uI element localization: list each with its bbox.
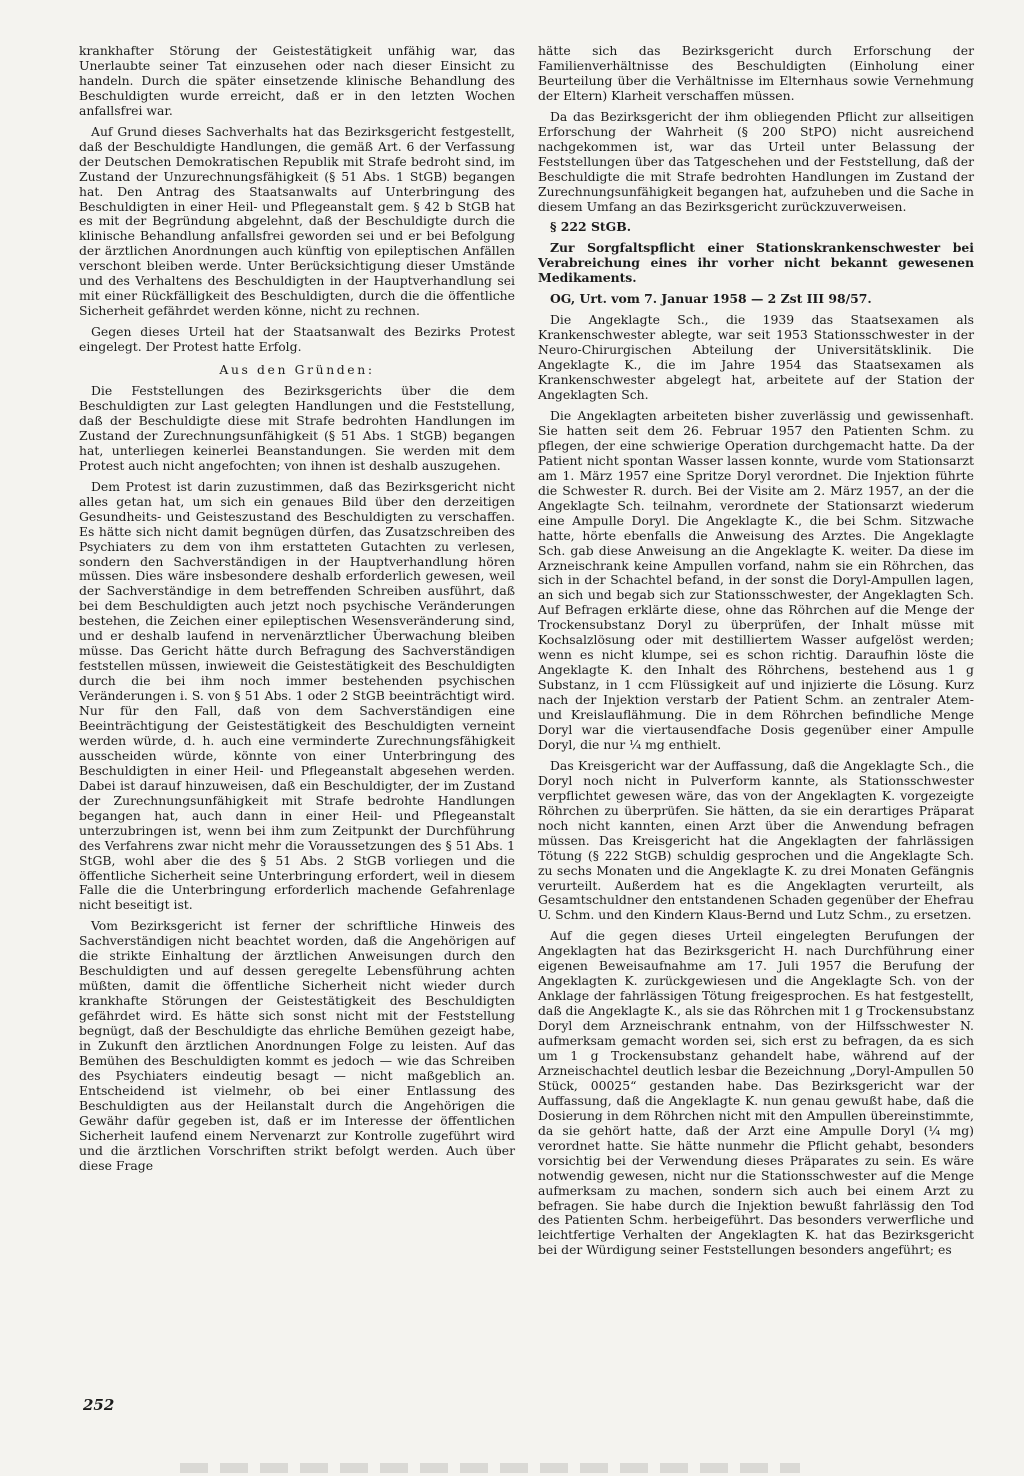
section-subheading: Aus den Gründen: — [219, 362, 375, 378]
paragraph: Gegen dieses Urteil hat der Staatsanwalt des Bezirks Protest eingelegt. Der Protest hatte Erfolg. — [79, 324, 515, 355]
paragraph: hätte sich das Bezirksgericht durch Erforschung der Familienverhältnisse des Beschuldigten (Einholung einer Beurteilung über die Verhältnisse im Elternhaus sowie Vernehmung der Eltern) Klarheit verschaffen müssen. — [538, 43, 974, 103]
paragraph: Die Feststellungen des Bezirksgerichts über die dem Beschuldigten zur Last gelegten Handlungen und die Feststellung, daß der Beschuldigte diese mit Strafe bedrohten Handlungen im Zustand der Zurechnungsunfähigkeit (§ 51 Abs. 1 StGB) begangen hat, unterliegen keinerlei Beanstandungen. Sie werden mit dem Protest auch nicht angefochten; von ihnen ist deshalb auszugehen. — [79, 383, 515, 473]
statute-heading: § 222 StGB. — [550, 219, 632, 235]
paragraph: Vom Bezirksgericht ist ferner der schriftliche Hinweis des Sachverständigen nicht beachtet worden, daß die Angehörigen auf die strikte Einhaltung der ärztlichen Anweisungen durch den Beschuldigten und auf dessen geregelte Lebensführung achten müßten, damit die öffentliche Sicherheit nicht wieder durch krankhafte Störungen der Geistestätigkeit des Beschuldigten gefährdet wird. Es hätte sich sonst nicht mit der Feststellung begnügt, daß der Beschuldigte das ehrliche Bemühen gezeigt habe, in Zukunft den ärztlichen Anordnungen Folge zu leisten. Auf das Bemühen des Beschuldigten kommt es jedoch — wie das Schreiben des Psychiaters eindeutig besagt — nicht maßgeblich an. Entscheidend ist vielmehr, ob bei einer Entlassung des Beschuldigten aus der Heilanstalt durch die Angehörigen die Gewähr dafür gegeben ist, daß er im Interesse der öffentlichen Sicherheit laufend einem Nervenarzt zur Kontrolle zugeführt wird und die ärztlichen Vorschriften strikt befolgt werden. Auch über diese Frage — [79, 918, 515, 1173]
paragraph: Dem Protest ist darin zuzustimmen, daß das Bezirksgericht nicht alles getan hat, um sich ein genaues Bild über den derzeitigen Gesundheits- und Geisteszustand des Beschuldigten zu verschaffen. Es hätte sich nicht damit begnügen dürfen, das Zusatzschreiben des Psychiaters zu dem von ihm erstatteten Gutachten zu verlesen, sondern den Sachverständigen in der Hauptverhandlung hören müssen. Dies wäre insbesondere deshalb erforderlich gewesen, weil der Sachverständige in dem betreffenden Schreiben ausführt, daß bei dem Beschuldigten auch jetzt noch psychische Veränderungen bestehen, die Zeichen einer epileptischen Wesensveränderung sind, und er deshalb laufend in nervenärztlicher Überwachung bleiben müsse. Das Gericht hätte durch Befragung des Sachverständigen feststellen müssen, inwieweit die Geistestätigkeit des Beschuldigten durch die bei ihm noch immer bestehenden psychischen Veränderungen i. S. von § 51 Abs. 1 oder 2 StGB beeinträchtigt wird. Nur für den Fall, daß von dem Sachverständigen eine Beeinträchtigung der Geistestätigkeit des Beschuldigten verneint werden würde, d. h. auch eine verminderte Zurechnungsfähigkeit ausscheiden würde, könnte von einer Unterbringung des Beschuldigten in einer Heil- und Pflegeanstalt abgesehen werden. Dabei ist darauf hinzuweisen, daß ein Beschuldigter, der im Zustand der Zurechnungsunfähigkeit mit Strafe bedrohte Handlungen begangen hat, auch dann in einer Heil- und Pflegeanstalt unterzubringen ist, wenn bei ihm zum Zeitpunkt der Durchführung des Verfahrens zwar nicht mehr die Voraussetzungen des § 51 Abs. 1 StGB, wohl aber die des § 51 Abs. 2 StGB vorliegen und die öffentliche Sicherheit seine Unterbringung erfordert, weil in diesem Falle die die Unterbringung erforderlich machende Gefahrenlage nicht beseitigt ist. — [79, 478, 515, 913]
paragraph: Auf die gegen dieses Urteil eingelegten Berufungen der Angeklagten hat das Bezirksgericht H. nach Durchführung einer eigenen Beweisaufnahme am 17. Juli 1957 die Berufung der Angeklagten K. zurückgewiesen und die Angeklagte Sch. von der Anklage der fahrlässigen Tötung freigesprochen. Es hat festgestellt, daß die Angeklagte K., als sie das Röhrchen mit 1 g Trockensubstanz Doryl dem Arzneischrank entnahm, von der Hilfsschwester N. aufmerksam gemacht worden sei, sich erst zu befragen, da es sich um 1 g Trockensubstanz gehandelt habe, während auf der Arzneischachtel deutlich lesbar die Bezeichnung „Doryl-Ampullen 50 Stück, 00025“ gestanden habe. Das Bezirksgericht war der Auffassung, daß die Angeklagte K. nun genau gewußt habe, daß die Dosierung in dem Röhrchen nicht mit den Ampullen übereinstimmte, da sie gehört hatte, daß der Arzt eine Ampulle Doryl (¼ mg) verordnet hatte. Sie hätte nunmehr die Pflicht gehabt, besonders vorsichtig bei der Verwendung dieses Präparates zu sein. Es wäre notwendig gewesen, nicht nur die Stationsschwester auf die Menge aufmerksam zu machen, sondern sich auch bei einem Arzt zu befragen. Sie habe durch die Injektion bewußt fahrlässig den Tod des Patienten Schm. herbeigeführt. Das besonders verwerfliche und leichtfertige Verhalten der Angeklagten K. hat das Bezirksgericht bei der Würdigung seiner Feststellungen besonders angeführt; es — [538, 928, 974, 1258]
right-column — [538, 44, 974, 1264]
case-title: Zur Sorgfaltspflicht einer Stationskrankenschwester bei Verabreichung eines ihr vorher nicht bekannt gewesenen Medikaments. — [538, 240, 974, 286]
paragraph: Die Angeklagte Sch., die 1939 das Staatsexamen als Krankenschwester ablegte, war seit 1953 Stationsschwester in der Neuro-Chirurgischen Abteilung der Universitätsklinik. Die Angeklagte K., die im Jahre 1954 das Staatsexamen als Krankenschwester abgelegt hat, arbeitete auf der Station der Angeklagten Sch. — [538, 312, 974, 403]
paragraph: krankhafter Störung der Geistestätigkeit unfähig war, das Unerlaubte seiner Tat einzusehen oder nach dieser Einsicht zu handeln. Durch die später einsetzende klinische Behandlung des Beschuldigten wurde erreicht, daß er in den letzten Wochen anfallsfrei war. — [79, 43, 515, 118]
paragraph: Die Angeklagten arbeiteten bisher zuverlässig und gewissenhaft. Sie hatten seit dem 26. Februar 1957 den Patienten Schm. zu pflegen, der eine schwierige Operation durchgemacht hatte. Da der Patient nicht spontan Wasser lassen konnte, wurde vom Stationsarzt am 1. März 1957 eine Spritze Doryl verordnet. Die Injektion führte die Schwester R. durch. Bei der Visite am 2. März 1957, an der die Angeklagte Sch. teilnahm, verordnete der Stationsarzt wiederum eine Ampulle Doryl. Die Angeklagte K., die bei Schm. Sitzwache hatte, hörte ebenfalls die Anweisung des Arztes. Die Angeklagte Sch. gab diese Anweisung an die Angeklagte K. weiter. Da diese im Arzneischrank keine Ampullen vorfand, nahm sie ein Röhrchen, das sich in der Schachtel befand, in der sonst die Doryl-Ampullen lagen, an sich und begab sich zur Stationsschwester, der Angeklagten Sch. Auf Befragen erklärte diese, ohne das Röhrchen auf die Menge der Trockensubstanz Doryl zu überprüfen, der Inhalt müsse mit Kochsalzlösung oder mit destilliertem Wasser aufgelöst werden; wenn es nicht klumpe, sei es schon richtig. Daraufhin löste die Angeklagte K. den Inhalt des Röhrchens, bestehend aus 1 g Substanz, in 1 ccm Flüssigkeit auf und injizierte die Lösung. Kurz nach der Injektion verstarb der Patient Schm. an zentraler Atem- und Kreislauflähmung. Die in dem Röhrchen befindliche Menge Doryl war die viertausendfache Dosis gegenüber einer Ampulle Doryl, die nur ¼ mg enthielt. — [538, 407, 974, 752]
paragraph: Da das Bezirksgericht der ihm obliegenden Pflicht zur allseitigen Erforschung der Wahrheit (§ 200 StPO) nicht ausreichend nachgekommen ist, war das Urteil unter Belassung der Feststellungen über das Tatgeschehen und der Feststellung, daß der Beschuldigte die mit Strafe bedrohten Handlungen im Zustand der Zurechnungsunfähigkeit begangen hat, aufzuheben und die Sache in diesem Umfang an das Bezirksgericht zurückzuverweisen. — [538, 108, 974, 214]
paragraph: Das Kreisgericht war der Auffassung, daß die Angeklagte Sch., die Doryl noch nicht in Pulverform kannte, als Stationsschwester verpflichtet gewesen wäre, das von der Angeklagten K. vorgezeigte Röhrchen zu überprüfen. Sie hätten, da sie ein derartiges Präparat noch nicht kannten, einen Arzt über die Anwendung befragen müssen. Das Kreisgericht hat die Angeklagten der fahrlässigen Tötung (§ 222 StGB) schuldig gesprochen und die Angeklagte Sch. zu sechs Monaten und die Angeklagte K. zu drei Monaten Gefängnis verurteilt. Außerdem hat es die Angeklagten verurteilt, als Gesamtschuldner den entstandenen Schaden gegenüber der Ehefrau U. Schm. und den Kindern Klaus-Bernd und Lutz Schm., zu ersetzen. — [538, 757, 974, 923]
footer-bleed-strip — [180, 1463, 800, 1473]
page-number: 252 — [83, 1396, 115, 1414]
left-column — [79, 44, 515, 1180]
paragraph: Auf Grund dieses Sachverhalts hat das Bezirksgericht festgestellt, daß der Beschuldigte Handlungen, die gemäß Art. 6 der Verfassung der Deutschen Demokratischen Republik mit Strafe bedroht sind, im Zustand der Unzurechnungsfähigkeit (§ 51 Abs. 1 StGB) begangen hat. Den Antrag des Staatsanwalts auf Unterbringung des Beschuldigten in einer Heil- und Pflegeanstalt gem. § 42 b StGB hat es mit der Begründung abgelehnt, daß der Beschuldigte durch die klinische Behandlung anfallsfrei geworden sei und er bei Befolgung der ärztlichen Anordnungen auch künftig von epileptischen Anfällen verschont bleiben werde. Unter Berücksichtigung dieser Umstände und des Verhaltens des Beschuldigten in der Hauptverhandlung sei mit einer Rückfälligkeit des Beschuldigten, durch die die öffentliche Sicherheit gefährdet werden könne, nicht zu rechnen. — [79, 123, 515, 319]
court-reference: OG, Urt. vom 7. Januar 1958 — 2 Zst III 98/57. — [550, 291, 872, 307]
